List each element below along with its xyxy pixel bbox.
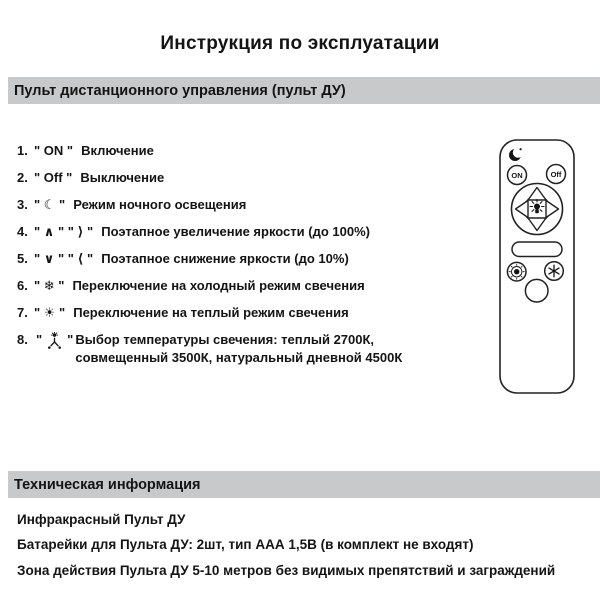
remote-control-illustration (478, 130, 582, 400)
on-symbol: " ON " (34, 143, 74, 158)
bulb-icon (530, 200, 544, 214)
instruction-item-4 (17, 223, 479, 241)
pill-button (512, 242, 562, 257)
sun-icon: " ☀ " (34, 305, 66, 320)
svg-text:Off: Off (550, 169, 562, 179)
brightness-down-icons: " ∨ " " ⟨ " (34, 251, 94, 266)
item-text: Поэтапное снижение яркости (до 10%) (101, 251, 349, 266)
item-text: Переключение на холодный режим свечения (72, 278, 365, 293)
tech-line-range: Зона действия Пульта ДУ 5-10 метров без видимых препятствий и заграждений (17, 562, 556, 578)
item-number: 6. (17, 278, 28, 293)
instruction-item-3 (17, 196, 479, 214)
tech-line-ir: Инфракрасный Пульт ДУ (17, 512, 186, 527)
item-number: 5. (17, 251, 28, 266)
section-header-tech: Техническая информация (8, 471, 600, 498)
quote-mark: " (67, 332, 74, 347)
round-button (525, 279, 548, 302)
page-title: Инструкция по эксплуатации (160, 33, 440, 54)
item-number: 3. (17, 197, 28, 212)
instruction-item-1 (17, 142, 479, 160)
instruction-item-7 (17, 304, 479, 322)
svg-text:ON: ON (511, 170, 523, 180)
snowflake-icon: " ❄ " (34, 278, 65, 293)
dpad-brightness-control (512, 184, 563, 235)
off-symbol: " Off " (34, 170, 73, 185)
color-temp-select-icon (46, 332, 63, 355)
cold-mode-button (545, 262, 564, 281)
instruction-item-8 (17, 331, 479, 366)
item-number: 1. (17, 143, 28, 158)
item-text: Режим ночного освещения (73, 197, 247, 212)
brightness-up-icons: " ∧ " " ⟩ " (34, 224, 94, 239)
warm-mode-button (507, 262, 526, 281)
instruction-list (17, 142, 479, 376)
tech-info (17, 507, 597, 583)
item-text: Включение (81, 143, 154, 158)
item-number: 2. (17, 170, 28, 185)
moon-icon: " ☾ " (34, 197, 66, 212)
item-text: Выбор температуры свечения: теплый 2700К, совмещенный 3500К, натуральный дневной 4500К (75, 332, 403, 365)
quote-mark: " (36, 332, 43, 347)
instruction-item-5 (17, 250, 479, 268)
item-number: 7. (17, 305, 28, 320)
on-button (508, 166, 527, 185)
instruction-item-6 (17, 277, 479, 295)
item-number: 4. (17, 224, 28, 239)
item-text: Переключение на теплый режим свечения (73, 305, 349, 320)
item-text: Поэтапное увеличение яркости (до 100%) (101, 224, 370, 239)
off-button (547, 165, 566, 184)
section-header-remote: Пульт дистанционного управления (пульт ДУ) (8, 77, 600, 104)
item-number: 8. (17, 332, 28, 347)
tech-line-batteries: Батарейки для Пульта ДУ: 2шт, тип ААА 1,5В (в комплект не входят) (17, 537, 474, 553)
item-text: Выключение (80, 170, 165, 185)
instruction-item-2 (17, 169, 479, 187)
